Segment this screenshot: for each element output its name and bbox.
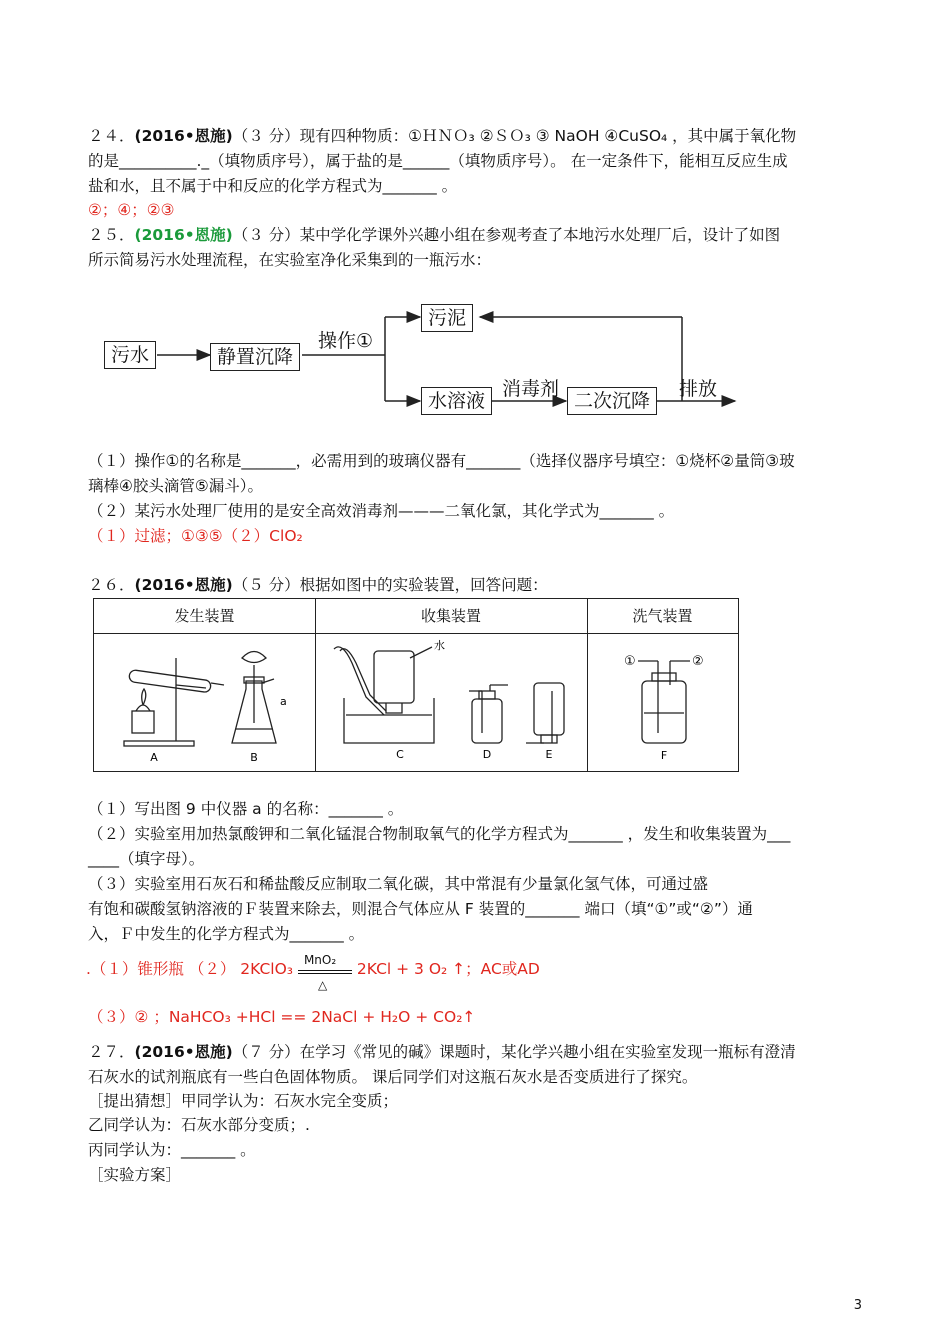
apparatus-label-port1: ① — [624, 654, 636, 669]
apparatus-label-f: F — [660, 749, 668, 762]
q26-line1 — [88, 574, 548, 596]
apparatus-label-c: C — [396, 748, 404, 761]
q26-source: (2016•恩施) — [134, 576, 233, 594]
flow-box-second-settle: 二次沉降 — [567, 387, 657, 415]
heat-symbol: △ — [317, 977, 328, 992]
q27-source: (2016•恩施) — [134, 1043, 233, 1061]
q27-line5: 丙同学认为：_______ 。 — [88, 1141, 256, 1159]
q27-line4: 乙同学认为：石灰水部分变质；. — [88, 1116, 310, 1134]
q26-part3a: （３）实验室用石灰石和稀盐酸反应制取二氧化碳，其中常混有少量氯化氢气体，可通过盛 — [88, 875, 709, 893]
q26-part2a: （２）实验室用加热氯酸钾和二氧化锰混合物制取氧气的化学方程式为_______ ，发生和收集装置为___ — [88, 825, 791, 843]
page-number: 3 — [853, 1298, 862, 1313]
flow-box-sewage: 污水 — [104, 341, 156, 369]
apparatus-f-bottle — [638, 661, 690, 743]
q25-part1a: （１）操作①的名称是_______，必需用到的玻璃仪器有_______（选择仪器序号填空：①烧杯②量筒③玻 — [88, 452, 795, 470]
apparatus-c-trough — [334, 647, 434, 743]
q25-source: (2016•恩施) — [134, 226, 233, 244]
q26-part1: （１）写出图 9 中仪器 a 的名称：_______ 。 — [88, 800, 404, 818]
q25-line2: 所示简易污水处理流程，在实验室净化采集到的一瓶污水： — [88, 251, 492, 269]
flow-label-discharge: 排放 — [679, 378, 718, 400]
apparatus-a-lamp — [132, 689, 154, 733]
flow-label-op: 操作① — [318, 330, 374, 352]
q26-part3c: 入，Ｆ中发生的化学方程式为_______ 。 — [88, 925, 365, 943]
q27-line1 — [88, 1041, 796, 1063]
q24-line2: 的是__________._（填物质序号），属于盐的是______（填物质序号）。 在一定条件下，能相互反应生成 — [88, 152, 788, 170]
q27-line3: ［提出猜想］甲同学认为：石灰水完全变质； — [88, 1092, 399, 1110]
q27-number: ２７． — [88, 1043, 135, 1061]
flow-box-settle: 静置沉降 — [210, 343, 300, 371]
table-header-collection: 收集装置 — [315, 599, 587, 634]
flow-box-solution: 水溶液 — [421, 387, 492, 415]
apparatus-e-bottle — [526, 683, 564, 743]
reaction-condition — [298, 952, 352, 992]
table-header-generation: 发生装置 — [94, 599, 315, 634]
q26-part3b: 有饱和碳酸氢钠溶液的Ｆ装置来除去，则混合气体应从 F 装置的_______ 端口（填“①”或“②”）通 — [88, 900, 753, 918]
q25-answer: （１）过滤；①③⑤（２）ClO₂ — [88, 527, 303, 545]
q26-answer1 — [86, 952, 540, 992]
apparatus-d-bottle — [469, 685, 508, 743]
q25-number: ２５． — [88, 226, 135, 244]
apparatus-table — [93, 598, 739, 772]
q26-number: ２６． — [88, 576, 135, 594]
q27-text: （７ 分）在学习《常见的碱》课题时，某化学兴趣小组在实验室发现一瓶标有澄清 — [232, 1043, 796, 1061]
q25-part2: （２）某污水处理厂使用的是安全高效消毒剂———二氧化氯，其化学式为_______ 。 — [88, 502, 675, 520]
q27-line6: ［实验方案］ — [88, 1166, 182, 1184]
q26-answer1-pre: .（１）锥形瓶 （２） 2KClO₃ — [86, 960, 294, 978]
apparatus-label-d: D — [482, 748, 492, 761]
apparatus-drawings — [94, 633, 738, 771]
apparatus-label-e: E — [545, 748, 553, 761]
apparatus-label-b: B — [250, 751, 258, 764]
q24-number: ２４． — [88, 127, 135, 145]
q26-answer2: （３）② ；NaHCO₃ +HCl == 2NaCl + H₂O + CO₂↑ — [88, 1008, 476, 1026]
q26-part2b: ____（填字母）。 — [88, 850, 205, 868]
flow-label-disinfect: 消毒剂 — [502, 378, 560, 400]
q24-answer: ②；④；②③ — [88, 201, 175, 219]
catalyst-label: MnO₂ — [303, 952, 337, 967]
apparatus-b-flask — [232, 652, 276, 744]
table-header-washing: 洗气装置 — [587, 599, 738, 634]
apparatus-a-base — [124, 741, 194, 746]
q24-text: （３ 分）现有四种物质：①ＨＮＯ₃ ②ＳＯ₃ ③ NaOH ④CuSO₄ ，其中属于氧化物 — [232, 127, 797, 145]
q25-text: （３ 分）某中学化学课外兴趣小组在参观考查了本地污水处理厂后，设计了如图 — [232, 226, 781, 244]
q26-answer1-post: 2KCl + 3 O₂ ↑；AC或AD — [356, 960, 540, 978]
apparatus-label-a: A — [150, 751, 158, 764]
q27-line2: 石灰水的试剂瓶底有一些白色固体物质。 课后同学们对这瓶石灰水是否变质进行了探究。 — [88, 1068, 698, 1086]
apparatus-label-water: 水 — [434, 639, 445, 652]
q26-text: （５ 分）根据如图中的实验装置，回答问题： — [232, 576, 548, 594]
q24-source: (2016•恩施) — [134, 127, 233, 145]
apparatus-label-port2: ② — [692, 654, 704, 669]
q25-part1b: 璃棒④胶头滴管⑤漏斗）。 — [88, 477, 264, 495]
apparatus-label-flask-a: a — [280, 695, 287, 708]
q24-line3: 盐和水，且不属于中和反应的化学方程式为_______ 。 — [88, 177, 458, 195]
flow-box-sludge: 污泥 — [421, 304, 473, 332]
